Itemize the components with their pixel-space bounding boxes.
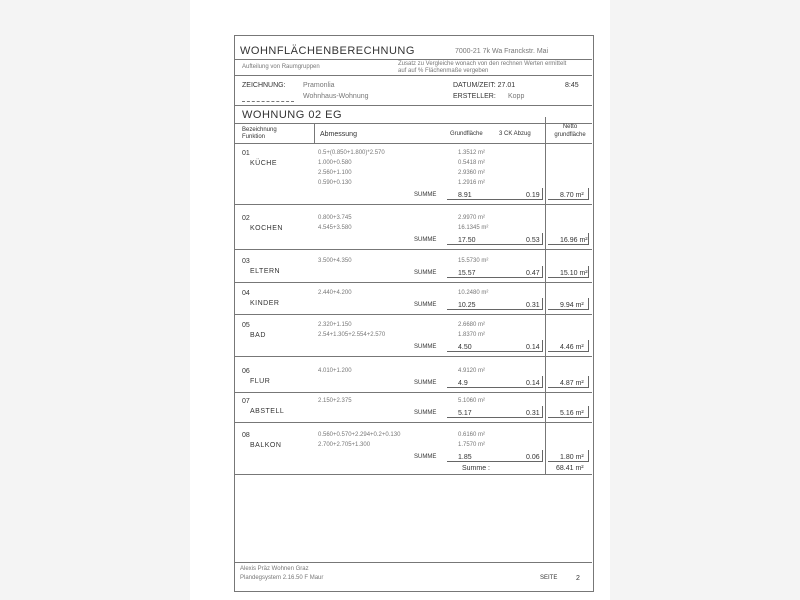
room-area: 15.5730 m²	[458, 258, 489, 264]
document-subtitle: Aufteilung von Raumgruppen	[242, 64, 320, 70]
room-number: 04	[242, 290, 250, 297]
room-abzug: 0.06	[526, 454, 540, 461]
room-name: ABSTELL	[250, 408, 285, 415]
col-grundflaeche: Grundfläche	[450, 131, 483, 137]
room-netto: 16.96 m²	[560, 237, 588, 244]
col-bezeichnung: Bezeichnung Funktion	[242, 127, 277, 141]
page-number: 2	[576, 575, 580, 582]
room-number: 08	[242, 432, 250, 439]
room-summe: 4.9	[458, 380, 468, 387]
room-summe: 1.85	[458, 454, 472, 461]
room-abzug: 0.47	[526, 270, 540, 277]
room-name: ELTERN	[250, 268, 281, 275]
footer-line-1: Alexis Präz Wohnen Graz	[240, 566, 309, 572]
footer-line-2: Plandegsystem 2.16.50 F Maur	[240, 575, 324, 581]
room-dimension: 2.320+1.150	[318, 322, 352, 328]
room-area: 2.6680 m²	[458, 322, 486, 328]
room-summe: 17.50	[458, 237, 476, 244]
divider	[234, 75, 592, 76]
zeichnung-label: ZEICHNUNG:	[242, 82, 286, 89]
room-netto: 15.10 m²	[560, 270, 588, 277]
summe-label: SUMME	[414, 380, 437, 386]
summe-label: SUMME	[414, 302, 437, 308]
room-dimension: 0.590+0.130	[318, 180, 352, 186]
firm-address: 7000-21 7k Wa Franckstr. Mai	[455, 48, 549, 55]
room-dimension: 2.150+2.375	[318, 398, 352, 404]
divider	[234, 204, 592, 205]
divider	[234, 474, 592, 475]
room-area: 2.9360 m²	[458, 170, 486, 176]
divider	[242, 101, 294, 102]
room-dimension: 2.700+2.705+1.300	[318, 442, 371, 448]
room-area: 4.9120 m²	[458, 368, 486, 374]
room-abzug: 0.19	[526, 192, 540, 199]
room-netto: 1.80 m²	[560, 454, 584, 461]
room-area: 1.2916 m²	[458, 180, 486, 186]
room-number: 06	[242, 368, 250, 375]
room-area: 1.3512 m²	[458, 150, 486, 156]
room-name: KINDER	[250, 300, 280, 307]
room-abzug: 0.14	[526, 380, 540, 387]
datum-label: DATUM/ZEIT: 27.01	[453, 82, 516, 89]
zeichnung-value-2: Wohnhaus-Wohnung	[303, 93, 369, 100]
total-value: 68.41 m²	[556, 465, 584, 472]
room-summe: 10.25	[458, 302, 476, 309]
divider	[234, 562, 592, 563]
summe-label: SUMME	[414, 192, 437, 198]
zeichnung-value: Pramonlia	[303, 82, 335, 89]
divider	[234, 314, 592, 315]
total-label: Summe :	[462, 465, 491, 472]
room-name: BALKON	[250, 442, 282, 449]
room-dimension: 2.54+1.305+2.554+2.570	[318, 332, 386, 338]
zeit-value: 8:45	[565, 82, 579, 89]
room-dimension: 3.500+4.350	[318, 258, 352, 264]
room-number: 01	[242, 150, 250, 157]
divider	[234, 356, 592, 357]
room-number: 02	[242, 215, 250, 222]
room-summe: 8.91	[458, 192, 472, 199]
room-dimension: 4.010+1.200	[318, 368, 352, 374]
room-area: 1.8370 m²	[458, 332, 486, 338]
room-area: 5.1060 m²	[458, 398, 486, 404]
room-name: KÜCHE	[250, 160, 278, 167]
divider	[234, 143, 592, 144]
col-abzug: 3 CK Abzug	[499, 131, 531, 137]
summe-label: SUMME	[414, 454, 437, 460]
col-divider	[545, 117, 546, 474]
divider	[234, 282, 592, 283]
wohnung-title: WOHNUNG 02 EG	[242, 109, 343, 121]
room-number: 05	[242, 322, 250, 329]
room-abzug: 0.31	[526, 302, 540, 309]
room-summe: 5.17	[458, 410, 472, 417]
summe-label: SUMME	[414, 270, 437, 276]
room-dimension: 4.545+3.580	[318, 225, 352, 231]
divider	[234, 392, 592, 393]
room-number: 07	[242, 398, 250, 405]
room-dimension: 0.800+3.745	[318, 215, 352, 221]
room-abzug: 0.53	[526, 237, 540, 244]
divider	[234, 105, 592, 106]
ersteller-value: Kopp	[508, 93, 525, 100]
room-name: BAD	[250, 332, 266, 339]
ersteller-label: ERSTELLER:	[453, 93, 496, 100]
header-note-1: Zusatz zu Vergleiche wonach von den rechnen Werten ermittelt	[398, 61, 567, 67]
col-divider	[314, 123, 315, 143]
room-abzug: 0.14	[526, 344, 540, 351]
summe-label: SUMME	[414, 344, 437, 350]
room-area: 16.1345 m²	[458, 225, 489, 231]
room-dimension: 2.560+1.100	[318, 170, 352, 176]
page-label: SEITE	[540, 575, 558, 581]
header-note-2: auf auf % Flächenmaße vergeben	[398, 68, 489, 74]
room-area: 1.7570 m²	[458, 442, 486, 448]
room-area: 2.9970 m²	[458, 215, 486, 221]
divider	[234, 422, 592, 423]
divider	[234, 59, 592, 60]
room-dimension: 0.5+(0.850+1.800)*2.570	[318, 150, 385, 156]
room-netto: 5.16 m²	[560, 410, 584, 417]
col-netto: Netto grundfläche	[554, 124, 586, 138]
divider	[234, 249, 592, 250]
room-name: FLUR	[250, 378, 271, 385]
room-area: 0.5418 m²	[458, 160, 486, 166]
room-netto: 4.87 m²	[560, 380, 584, 387]
room-netto: 8.70 m²	[560, 192, 584, 199]
room-dimension: 0.560+0.570+2.294+0.2+0.130	[318, 432, 401, 438]
room-abzug: 0.31	[526, 410, 540, 417]
room-number: 03	[242, 258, 250, 265]
document-title: WOHNFLÄCHENBERECHNUNG	[240, 45, 415, 57]
summe-label: SUMME	[414, 237, 437, 243]
room-summe: 15.57	[458, 270, 476, 277]
room-dimension: 1.000+0.580	[318, 160, 352, 166]
room-area: 0.6160 m²	[458, 432, 486, 438]
col-abmessung: Abmessung	[320, 131, 357, 138]
divider	[234, 123, 592, 124]
summe-label: SUMME	[414, 410, 437, 416]
room-area: 10.2480 m²	[458, 290, 489, 296]
room-name: KOCHEN	[250, 225, 283, 232]
room-dimension: 2.440+4.200	[318, 290, 352, 296]
room-summe: 4.50	[458, 344, 472, 351]
room-netto: 4.46 m²	[560, 344, 584, 351]
room-netto: 9.94 m²	[560, 302, 584, 309]
